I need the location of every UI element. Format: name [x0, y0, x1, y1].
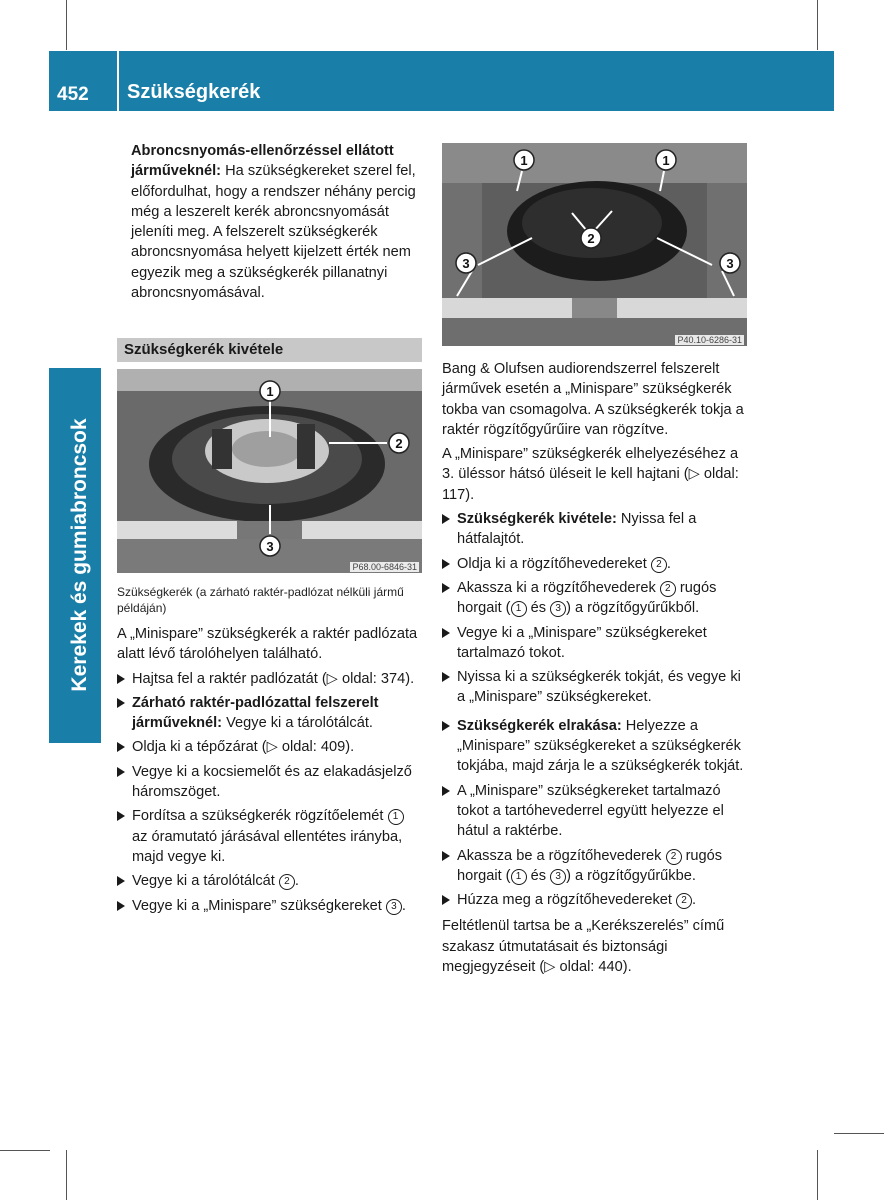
list-item-text: ) a rögzítőgyűrűkből. [566, 600, 700, 617]
figure-code: P40.10-6286-31 [677, 335, 742, 345]
list-item-text: és [530, 867, 547, 884]
list-item-text: Helyezze a „Minispare” szükségkereket a szükségkerék tokjába, majd zárja le a szükségkerék tokját. [457, 717, 744, 775]
crop-mark [817, 1150, 818, 1200]
bullet-icon [442, 851, 450, 861]
list-item [442, 623, 750, 664]
list-item-text: Vegye ki a kocsiemelőt és az elakadásjelző háromszöget. [132, 763, 412, 801]
list-item [442, 578, 750, 619]
list-item [442, 846, 750, 887]
spare-wheel-photo [117, 369, 422, 573]
crop-mark [66, 1150, 67, 1200]
bullet-icon [117, 811, 125, 821]
figure-caption: Szükségkerék (a zárható raktér-padlózat nélküli jármű példáján) [117, 585, 404, 615]
list-item: Oldja ki a rögzítőhevedereket 2 . [442, 554, 750, 574]
bullet-icon [442, 895, 450, 905]
intro-text: Ha szükségkereket szerel fel, előfordulhat, hogy a rendszer néhány percig még a leszerelt kerék abroncsnyomását jeleníti meg. A felszerelt szükségkerék abroncsnyomása helyett kijelzett érték nem egyezik meg a szükségkerék pillanatnyi abroncsnyomásával. [131, 163, 416, 302]
bullet-icon [117, 901, 125, 911]
list-item-text: Oldja ki a tépőzárat (▷ oldal: 409). [132, 739, 355, 756]
list-item-bold: Zárható raktér-padlózattal felszerelt járműveknél: [132, 694, 379, 732]
crop-mark [66, 0, 67, 50]
list-item-text: Hajtsa fel a raktér padlózatát (▷ oldal: 374). [132, 670, 415, 687]
list-item [117, 762, 422, 803]
list-item-bold: Szükségkerék kivétele: [457, 511, 617, 528]
bullet-icon [442, 559, 450, 569]
list-item-text: az óramutató járásával ellentétes irányba, majd vegye ki. [132, 828, 403, 865]
ref-2-icon: 2 [660, 581, 676, 597]
ref-2-icon: 2 [651, 557, 667, 573]
list-item-text: és [530, 600, 547, 617]
list-item-text: rugós horgait ( [457, 579, 717, 617]
bullet-icon [117, 876, 125, 886]
list-item-text: Nyissa fel a hátfalajtót. [457, 511, 697, 548]
marker-1-label: 1 [662, 153, 670, 168]
crop-mark [817, 0, 818, 50]
right-para-1: Bang & Olufsen audiorendszerrel felszerelt járművek esetén a „Minispare” szükségkerék tokba van csomagolva. A szükségkerék tokja a raktér rögzítőgyűrűire van rögzítve. [442, 361, 744, 438]
figure-code: P68.00-6846-31 [352, 562, 417, 572]
bullet-icon [442, 672, 450, 682]
marker-2-label: 2 [395, 436, 403, 451]
bullet-icon [117, 767, 125, 777]
bullet-icon [442, 628, 450, 638]
list-item [442, 667, 750, 708]
marker-2-label: 2 [587, 231, 595, 246]
list-item-text: Oldja ki a rögzítőhevedereket [457, 555, 647, 572]
ref-3-icon: 3 [550, 869, 566, 885]
intro-bold: Abroncsnyomás-ellenőrzéssel ellátott járműveknél: [131, 143, 394, 180]
list-item-text: Akassza be a rögzítőhevederek [457, 847, 662, 864]
list-item [442, 781, 750, 842]
marker-1-label: 1 [266, 384, 274, 399]
list-item: Húzza meg a rögzítőhevedereket 2 . [442, 890, 750, 910]
header-divider [117, 51, 119, 111]
marker-1-label: 1 [520, 153, 528, 168]
page-title: Szükségkerék [127, 81, 261, 103]
left-body [117, 624, 422, 916]
list-item-text: Nyissa ki a szükségkerék tokját, és vegye ki a „Minispare” szükségkereket. [457, 669, 741, 706]
list-item-text: Fordítsa a szükségkerék rögzítőelemét [132, 808, 384, 825]
spare-wheel-bag-photo [442, 143, 747, 346]
list-item-text: rugós horgait ( [457, 847, 723, 884]
list-item-text: ) a rögzítőgyűrűkbe. [566, 867, 696, 884]
intro-note: A „Minispare” szükségkerék a raktér padlózata alatt lévő tárolóhelyen található. [117, 626, 418, 663]
ref-3-icon: 3 [386, 899, 402, 915]
ref-2-icon: 2 [279, 874, 295, 890]
spare-wheel-illustration [117, 369, 422, 573]
right-body [442, 359, 750, 977]
crop-mark [834, 1133, 884, 1134]
bullet-icon [117, 674, 125, 684]
ref-2-icon: 2 [666, 849, 682, 865]
ref-1-icon: 1 [511, 601, 527, 617]
list-item: Vegye ki a „Minispare” szükségkereket 3 . [117, 896, 422, 916]
bullet-icon [442, 721, 450, 731]
crop-mark [0, 1150, 50, 1151]
list-item [117, 737, 422, 757]
bullet-icon [117, 698, 125, 708]
closing-note: Feltétlenül tartsa be a „Kerékszerelés” című szakasz útmutatásait és biztonsági megjegyzéseit (▷ oldal: 440). [442, 918, 725, 976]
list-item [117, 693, 422, 734]
intro-paragraph [131, 141, 422, 303]
spare-wheel-bag-illustration [442, 143, 747, 346]
list-item-text: Akassza ki a rögzítőhevederek [457, 579, 656, 596]
chapter-tab-label: Kerekek és gumiabroncsok [68, 418, 91, 692]
marker-3-label: 3 [726, 256, 734, 271]
bullet-icon [442, 786, 450, 796]
marker-3-label: 3 [462, 256, 470, 271]
list-item-bold: Szükségkerék elrakása: [457, 717, 622, 734]
ref-1-icon: 1 [511, 869, 527, 885]
list-item [117, 806, 422, 867]
ref-3-icon: 3 [550, 601, 566, 617]
list-item [442, 509, 750, 550]
marker-3-label: 3 [266, 539, 274, 554]
bullet-icon [117, 742, 125, 752]
list-item [117, 669, 422, 689]
bullet-icon [442, 583, 450, 593]
list-item-text: A „Minispare” szükségkereket tartalmazó tokot a tartóhevederrel együtt helyezze el hátul a raktérbe. [457, 782, 724, 840]
list-item [442, 716, 750, 777]
list-item-text: Vegye ki a tárolótálcát. [226, 715, 373, 732]
ref-2-icon: 2 [676, 893, 692, 909]
right-para-2: A „Minispare” szükségkerék elhelyezéséhez a 3. üléssor hátsó üléseit le kell hajtani (▷ oldal: 117). [442, 446, 739, 503]
bullet-icon [442, 514, 450, 524]
list-item-text: Húzza meg a rögzítőhevedereket [457, 892, 672, 909]
list-item-text: Vegye ki a „Minispare” szükségkereket [132, 897, 382, 914]
list-item-text: Vegye ki a tárolótálcát [132, 873, 275, 890]
section-heading: Szükségkerék kivétele [117, 338, 422, 362]
list-item-text: Vegye ki a „Minispare” szükségkereket tartalmazó tokot. [457, 624, 707, 661]
list-item: Vegye ki a tárolótálcát 2 . [117, 871, 422, 891]
page-number: 452 [57, 84, 89, 105]
ref-1-icon: 1 [388, 809, 404, 825]
